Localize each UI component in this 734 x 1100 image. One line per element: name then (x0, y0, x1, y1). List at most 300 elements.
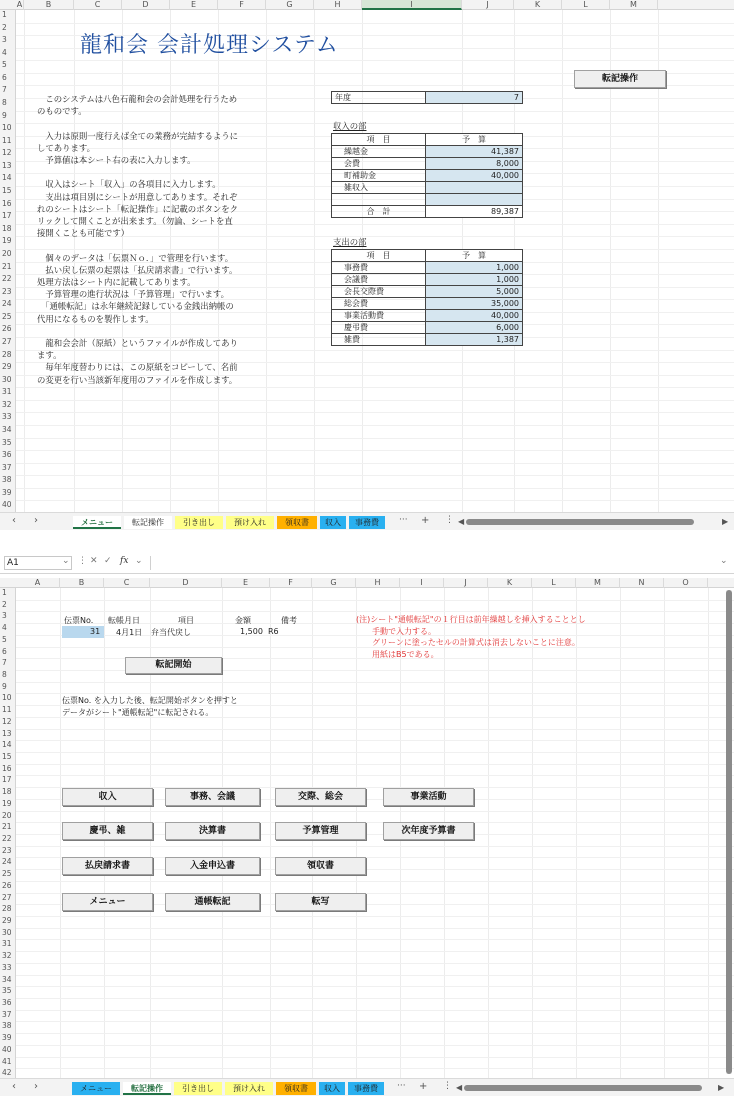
sheet-tab[interactable]: 事務費 (348, 1082, 384, 1095)
description-line: 代用になるものを製作します。 (37, 313, 154, 324)
description-line: 個々のデータは「伝票Ｎｏ．」で管理を行います。 (37, 252, 234, 263)
expense-row (332, 322, 523, 334)
row-number[interactable]: 27 (2, 336, 12, 346)
gridline (16, 387, 734, 388)
column-header-h[interactable]: H (314, 0, 362, 10)
income-item-header: 項 目 (332, 134, 426, 146)
row-number[interactable]: 35 (2, 437, 12, 447)
description-line: 払い戻し伝票の起票は「払戻請求書」で行います。 (37, 264, 238, 275)
record-item: 弁当代戻し (151, 628, 191, 637)
income-row (332, 194, 523, 206)
sheet-tab[interactable]: 引き出し (174, 1082, 222, 1095)
formula-more-icon[interactable]: ⋮ (78, 556, 87, 566)
gridline (16, 463, 734, 464)
gridline (16, 1033, 734, 1034)
income-budget-table (331, 133, 523, 218)
row-number[interactable]: 14 (2, 173, 12, 183)
row-number[interactable]: 38 (2, 1021, 12, 1031)
row-number[interactable]: 16 (2, 198, 12, 208)
expense-budget-cell[interactable]: 1,000 (426, 274, 523, 286)
namebox-dropdown-icon[interactable]: ⌄ (62, 556, 70, 566)
row-number[interactable]: 11 (2, 135, 12, 145)
description-line: 「通帳転記」は永年継続記録している金銭出納帳の (37, 301, 234, 312)
sheet-tab[interactable]: 領収書 (276, 1082, 316, 1095)
column-header-o[interactable]: O (664, 578, 708, 588)
row-number[interactable]: 10 (2, 693, 12, 703)
menu-sheet-window (0, 0, 734, 530)
row-number[interactable]: 2 (2, 599, 7, 609)
header-amount: 金額 (235, 616, 251, 625)
row-number[interactable]: 42 (2, 1068, 12, 1078)
vertical-scrollbar[interactable] (726, 590, 732, 1074)
column-header-d[interactable]: D (122, 0, 170, 10)
income-budget-cell[interactable]: 41,387 (426, 146, 523, 158)
row-number[interactable]: 1 (2, 588, 7, 597)
row-number[interactable]: 11 (2, 705, 12, 715)
row-number[interactable]: 19 (2, 798, 12, 808)
row-number[interactable]: 1 (2, 10, 7, 19)
row-number[interactable]: 2 (2, 22, 7, 32)
row-number[interactable]: 39 (2, 1033, 12, 1043)
instruction-1: 伝票No. を入力した後、転記開始ボタンを押すと (62, 696, 238, 705)
row-number[interactable]: 22 (2, 834, 12, 843)
income-item-label: 会費 (332, 158, 426, 170)
column-header-g[interactable]: G (266, 0, 314, 10)
split-handle-icon[interactable]: ⋮ (445, 515, 454, 525)
income-item-label: 繰越金 (332, 146, 426, 158)
column-header-a[interactable]: A (16, 0, 23, 9)
column-header-c[interactable]: C (74, 0, 122, 10)
row-number[interactable]: 21 (2, 822, 12, 832)
description-line: ます。 (37, 350, 62, 361)
description-line: 処理方法はシート内に記載してあります。 (37, 277, 196, 287)
income-total-row (332, 205, 523, 217)
row-number[interactable]: 33 (2, 412, 12, 422)
row-number[interactable]: 10 (2, 123, 12, 133)
row-number[interactable]: 23 (2, 286, 12, 296)
column-header-j[interactable]: J (462, 0, 514, 10)
column-header-e[interactable]: E (170, 0, 218, 10)
add-sheet-icon[interactable]: + (421, 515, 430, 526)
column-header-h[interactable]: H (356, 578, 400, 588)
gridline (16, 729, 734, 730)
nav-button[interactable]: 収入 (62, 788, 153, 806)
row-number[interactable]: 39 (2, 487, 12, 497)
expense-row (332, 262, 523, 274)
expense-section-title: 支出の部 (333, 237, 367, 247)
hscroll-left-icon[interactable]: ◀ (456, 1083, 463, 1092)
hscroll-right-icon[interactable]: ▶ (722, 517, 729, 526)
tab-scroll-left-icon[interactable]: ‹ (12, 515, 16, 526)
gridline (16, 425, 734, 426)
gridline (16, 1021, 734, 1022)
gridline (16, 60, 734, 61)
row-number[interactable]: 35 (2, 986, 12, 996)
sheet-tab[interactable]: メニュー (73, 516, 121, 529)
expense-budget-cell[interactable]: 5,000 (426, 286, 523, 298)
nav-button[interactable]: 決算書 (165, 822, 260, 840)
row-number[interactable]: 37 (2, 462, 12, 472)
expense-item-label: 雑費 (332, 334, 426, 346)
description-line: 龍和会会計（原紙）というファイルが作成してあり (37, 338, 238, 348)
row-number[interactable]: 26 (2, 880, 12, 890)
description-line: 予算値は本シート右の表に入力します。 (37, 155, 196, 165)
column-header-i[interactable]: I (400, 578, 444, 588)
row-number[interactable]: 25 (2, 869, 12, 879)
row-number[interactable]: 18 (2, 223, 12, 233)
income-row (332, 146, 523, 158)
row-number[interactable]: 40 (2, 1044, 12, 1054)
row-number[interactable]: 36 (2, 998, 12, 1007)
gridline (16, 438, 734, 439)
sheet-tab[interactable]: 転記操作 (123, 1082, 171, 1095)
gridline (16, 1045, 734, 1046)
row-number[interactable]: 19 (2, 236, 12, 246)
gridline (16, 846, 734, 847)
sheet-tab[interactable]: 預け入れ (225, 1082, 273, 1095)
expense-budget-header: 予 算 (426, 250, 523, 262)
expense-row (332, 286, 523, 298)
more-tabs-icon[interactable]: ··· (397, 1081, 406, 1091)
row-number[interactable]: 40 (2, 500, 12, 510)
description-line: 支出は項目別にシートが用意してあります。それぞ (37, 191, 238, 202)
expense-budget-table (331, 249, 523, 346)
column-header-j[interactable]: J (444, 578, 488, 588)
row-number[interactable]: 7 (2, 658, 7, 668)
column-header-m[interactable]: M (576, 578, 620, 588)
gridline (16, 881, 734, 882)
nav-button[interactable]: 入金申込書 (165, 857, 260, 875)
row-number[interactable]: 6 (2, 646, 7, 656)
description-line: してあります。 (37, 142, 95, 153)
gridline (16, 752, 734, 753)
row-number[interactable]: 30 (2, 374, 12, 384)
nav-button[interactable]: 通帳転記 (165, 893, 260, 911)
row-number[interactable]: 18 (2, 787, 12, 797)
column-header-f[interactable]: F (218, 0, 266, 10)
column-header-c[interactable]: C (104, 578, 150, 588)
row-number[interactable]: 7 (2, 85, 7, 95)
year-value-cell[interactable]: 7 (426, 92, 523, 104)
column-header (0, 578, 734, 588)
row-number[interactable]: 5 (2, 634, 7, 644)
row-number[interactable]: 15 (2, 752, 12, 761)
description-line: リックして開くことが出来ます。（勿論、シートを直 (37, 216, 233, 226)
row-number[interactable]: 17 (2, 775, 12, 785)
vertical-scrollbar-thumb[interactable] (726, 590, 732, 1074)
formula-bar (0, 552, 734, 574)
name-box[interactable]: A1 (4, 556, 72, 570)
row-number[interactable]: 17 (2, 211, 12, 221)
description-line: 接開くことも可能です） (37, 228, 130, 239)
column-header-d[interactable]: D (150, 578, 222, 588)
column-header-g[interactable]: G (312, 578, 356, 588)
enter-icon[interactable]: ✓ (104, 556, 112, 566)
row-number[interactable]: 32 (2, 951, 12, 961)
income-budget-cell[interactable] (426, 182, 523, 194)
row-number[interactable]: 4 (2, 623, 7, 633)
row-number[interactable]: 5 (2, 60, 7, 70)
income-item-label: 町補助金 (332, 170, 426, 182)
sheet-tab[interactable]: 事務費 (349, 516, 385, 529)
income-item-label (332, 194, 426, 206)
sheet-tab[interactable]: 預け入れ (226, 516, 274, 529)
year-label: 年度 (332, 92, 426, 104)
column-header-f[interactable]: F (270, 578, 312, 588)
row-number[interactable]: 30 (2, 927, 12, 937)
expense-item-label: 慶弔費 (332, 322, 426, 334)
nav-button[interactable]: 領収書 (275, 857, 366, 875)
column-header-k[interactable]: K (488, 578, 532, 588)
nav-button[interactable]: 次年度予算書 (383, 822, 474, 840)
description-line: れのシートはシート「転記操作」に記載のボタンをク (37, 203, 238, 214)
sheet-tab[interactable]: 領収書 (277, 516, 317, 529)
add-sheet-icon[interactable]: + (419, 1081, 428, 1092)
gridline (16, 670, 734, 671)
row-number[interactable]: 33 (2, 962, 12, 972)
description-line: 入力は原則一度行えば全ての業務が完結するように (37, 130, 238, 141)
sheet-tab[interactable]: メニュー (72, 1082, 120, 1095)
description-line (37, 239, 238, 251)
row-number[interactable]: 34 (2, 424, 12, 434)
column-header-m[interactable]: M (610, 0, 658, 10)
tab-scroll-left-icon[interactable]: ‹ (12, 1081, 16, 1092)
header-date: 転帳月日 (108, 616, 140, 625)
income-budget-cell[interactable]: 8,000 (426, 158, 523, 170)
description-line: のものです。 (37, 106, 87, 117)
row-number[interactable]: 24 (2, 857, 12, 867)
row-number[interactable]: 4 (2, 47, 7, 57)
note-line: 手動で入力する。 (356, 626, 436, 636)
row-number[interactable]: 26 (2, 324, 12, 334)
expense-item-label: 総会費 (332, 298, 426, 310)
column-header-n[interactable]: N (620, 578, 664, 588)
nav-button[interactable]: 事務、会議 (165, 788, 260, 806)
row-number[interactable]: 29 (2, 916, 12, 925)
row-number[interactable]: 27 (2, 892, 12, 902)
year-table (331, 91, 523, 104)
row-number[interactable]: 24 (2, 299, 12, 309)
column-header-l[interactable]: L (532, 578, 576, 588)
formula-input[interactable] (150, 556, 716, 570)
row-number[interactable]: 14 (2, 740, 12, 750)
row-number[interactable]: 38 (2, 475, 12, 485)
insert-function-icon[interactable]: fx (120, 556, 129, 566)
header-item: 項目 (178, 616, 194, 625)
row-number[interactable]: 12 (2, 716, 12, 726)
record-remarks: R6 (268, 627, 279, 636)
description-line (37, 325, 238, 337)
row-number[interactable]: 6 (2, 72, 7, 82)
expense-budget-cell[interactable]: 1,000 (426, 262, 523, 274)
row-number[interactable]: 13 (2, 728, 12, 738)
nav-button[interactable]: 転写 (275, 893, 366, 911)
cancel-icon[interactable]: ✕ (90, 556, 98, 566)
system-description (37, 93, 238, 386)
gridline (16, 23, 734, 24)
row-number[interactable]: 3 (2, 611, 7, 621)
row-number[interactable]: 8 (2, 670, 7, 679)
row-number[interactable]: 13 (2, 160, 12, 170)
transfer-operation-button[interactable]: 転記操作 (574, 70, 666, 88)
expense-row (332, 298, 523, 310)
description-line (37, 166, 238, 178)
nav-button[interactable]: 事業活動 (383, 788, 474, 806)
gridline (16, 1057, 734, 1058)
gridline (16, 611, 734, 612)
description-line: 予算管理の進行状況は「予算管理」で行います。 (37, 289, 229, 300)
description-line (37, 117, 238, 129)
gridline (16, 475, 734, 476)
tab-scroll-right-icon[interactable]: › (34, 1081, 38, 1092)
column-header-a[interactable]: A (16, 578, 60, 588)
gridline (16, 1068, 734, 1069)
income-total-label: 合 計 (332, 205, 426, 217)
gridline (16, 975, 734, 976)
row-number[interactable]: 31 (2, 387, 12, 397)
row-number[interactable]: 20 (2, 248, 12, 258)
record-date: 4月1日 (116, 628, 143, 637)
row-number[interactable]: 21 (2, 261, 12, 271)
expense-budget-cell[interactable]: 35,000 (426, 298, 523, 310)
start-transfer-button[interactable]: 転記開始 (125, 657, 222, 674)
income-row (332, 170, 523, 182)
row-number[interactable]: 36 (2, 450, 12, 460)
nav-button[interactable]: 払戻請求書 (62, 857, 153, 875)
gridline (16, 1010, 734, 1011)
gridline (16, 400, 734, 401)
gridline (16, 775, 734, 776)
row-number[interactable]: 25 (2, 311, 12, 321)
row-number[interactable]: 9 (2, 681, 7, 691)
expense-row (332, 274, 523, 286)
row-header (0, 10, 16, 513)
expense-budget-cell[interactable]: 1,387 (426, 334, 523, 346)
note-line: (注)シート"通帳転記"の１行目は前年繰越しを挿入することとし (356, 615, 586, 624)
row-number[interactable]: 9 (2, 110, 7, 120)
description-line: このシステムは八色石龍和会の会計処理を行うため (37, 94, 238, 104)
row-number[interactable]: 3 (2, 35, 7, 45)
row-number[interactable]: 32 (2, 399, 12, 409)
row-number[interactable]: 16 (2, 763, 12, 773)
more-tabs-icon[interactable]: ··· (399, 515, 408, 525)
description-line: 毎年年度替わりには、この原紙をコピーして、名前 (37, 362, 238, 373)
gridline (16, 998, 734, 999)
horizontal-scrollbar-thumb[interactable] (464, 1085, 702, 1091)
row-number[interactable]: 20 (2, 810, 12, 820)
gridline (16, 928, 734, 929)
split-handle-icon[interactable]: ⋮ (443, 1081, 452, 1091)
column-header-b[interactable]: B (60, 578, 104, 588)
header-remarks: 備考 (281, 616, 297, 625)
instruction-2: データがシート"通帳転記"に転記される。 (62, 708, 214, 717)
sheet-tab[interactable]: 収入 (320, 516, 346, 529)
note-line: 用紙はB5である。 (356, 649, 439, 659)
tab-scroll-right-icon[interactable]: › (34, 515, 38, 526)
expense-budget-cell[interactable]: 40,000 (426, 310, 523, 322)
system-title: 龍和会 会計処理システム (80, 33, 339, 58)
column-header-e[interactable]: E (222, 578, 270, 588)
income-item-label: 雑収入 (332, 182, 426, 194)
expense-item-header: 項 目 (332, 250, 426, 262)
description-line: 収入はシート「収入」の各項目に入力します。 (37, 179, 221, 190)
income-budget-header: 予 算 (426, 134, 523, 146)
gridline (16, 764, 734, 765)
row-number[interactable]: 28 (2, 349, 12, 359)
sheet-tab-bar (0, 1078, 734, 1096)
expand-formula-icon[interactable]: ⌄ (720, 556, 728, 566)
sheet-tab[interactable]: 収入 (319, 1082, 345, 1095)
sheet-tab[interactable]: 引き出し (175, 516, 223, 529)
nav-button[interactable]: 予算管理 (275, 822, 366, 840)
hscroll-right-icon[interactable]: ▶ (718, 1083, 725, 1092)
gridline (16, 600, 734, 601)
row-number[interactable]: 22 (2, 274, 12, 284)
gridline (16, 500, 734, 501)
header-slip-no: 伝票No. (64, 616, 94, 625)
expense-item-label: 事業活動費 (332, 310, 426, 322)
gridline (16, 963, 734, 964)
note-line: グリーンに塗ったセルの計算式は消去しないことに注意。 (356, 638, 580, 647)
row-number[interactable]: 41 (2, 1056, 12, 1066)
sheet-tab-bar (0, 512, 734, 530)
expense-row (332, 310, 523, 322)
row-number[interactable]: 37 (2, 1009, 12, 1019)
column-header-b[interactable]: B (24, 0, 74, 10)
hscroll-left-icon[interactable]: ◀ (458, 517, 465, 526)
nav-button[interactable]: 交際、総会 (275, 788, 366, 806)
row-number[interactable]: 8 (2, 98, 7, 108)
column-header (0, 0, 734, 10)
record-slip-no: 31 (90, 627, 101, 636)
sheet-tab[interactable]: 転記操作 (124, 516, 172, 529)
gridline (16, 986, 734, 987)
horizontal-scrollbar-thumb[interactable] (466, 519, 694, 525)
nav-button[interactable]: メニュー (62, 893, 153, 911)
row-number[interactable]: 31 (2, 939, 12, 949)
gridline (16, 682, 734, 683)
income-row (332, 182, 523, 194)
record-amount: 1,500 (240, 627, 263, 636)
row-number[interactable]: 23 (2, 845, 12, 855)
description-line: の変更を行い当該新年度用のファイルを作成します。 (37, 374, 238, 385)
column-header-i[interactable]: I (362, 0, 462, 10)
nav-button[interactable]: 慶弔、雑 (62, 822, 153, 840)
column-header-l[interactable]: L (562, 0, 610, 10)
expense-budget-cell[interactable]: 6,000 (426, 322, 523, 334)
column-header-k[interactable]: K (514, 0, 562, 10)
row-number[interactable]: 29 (2, 362, 12, 372)
row-number[interactable]: 28 (2, 904, 12, 914)
income-section-title: 収入の部 (333, 121, 367, 131)
expense-item-label: 事務費 (332, 262, 426, 274)
row-number[interactable]: 12 (2, 148, 12, 158)
gridline (16, 811, 734, 812)
row-header (0, 588, 16, 1080)
gridline (16, 450, 734, 451)
notes (356, 614, 586, 660)
gridline (16, 939, 734, 940)
transfer-sheet-window (0, 552, 734, 1100)
expense-row (332, 334, 523, 346)
income-row (332, 158, 523, 170)
row-number[interactable]: 15 (2, 186, 12, 196)
income-budget-cell[interactable]: 40,000 (426, 170, 523, 182)
income-budget-cell[interactable] (426, 194, 523, 206)
row-number[interactable]: 34 (2, 974, 12, 984)
gridline (16, 951, 734, 952)
fx-dropdown-icon[interactable]: ⌄ (135, 556, 143, 566)
